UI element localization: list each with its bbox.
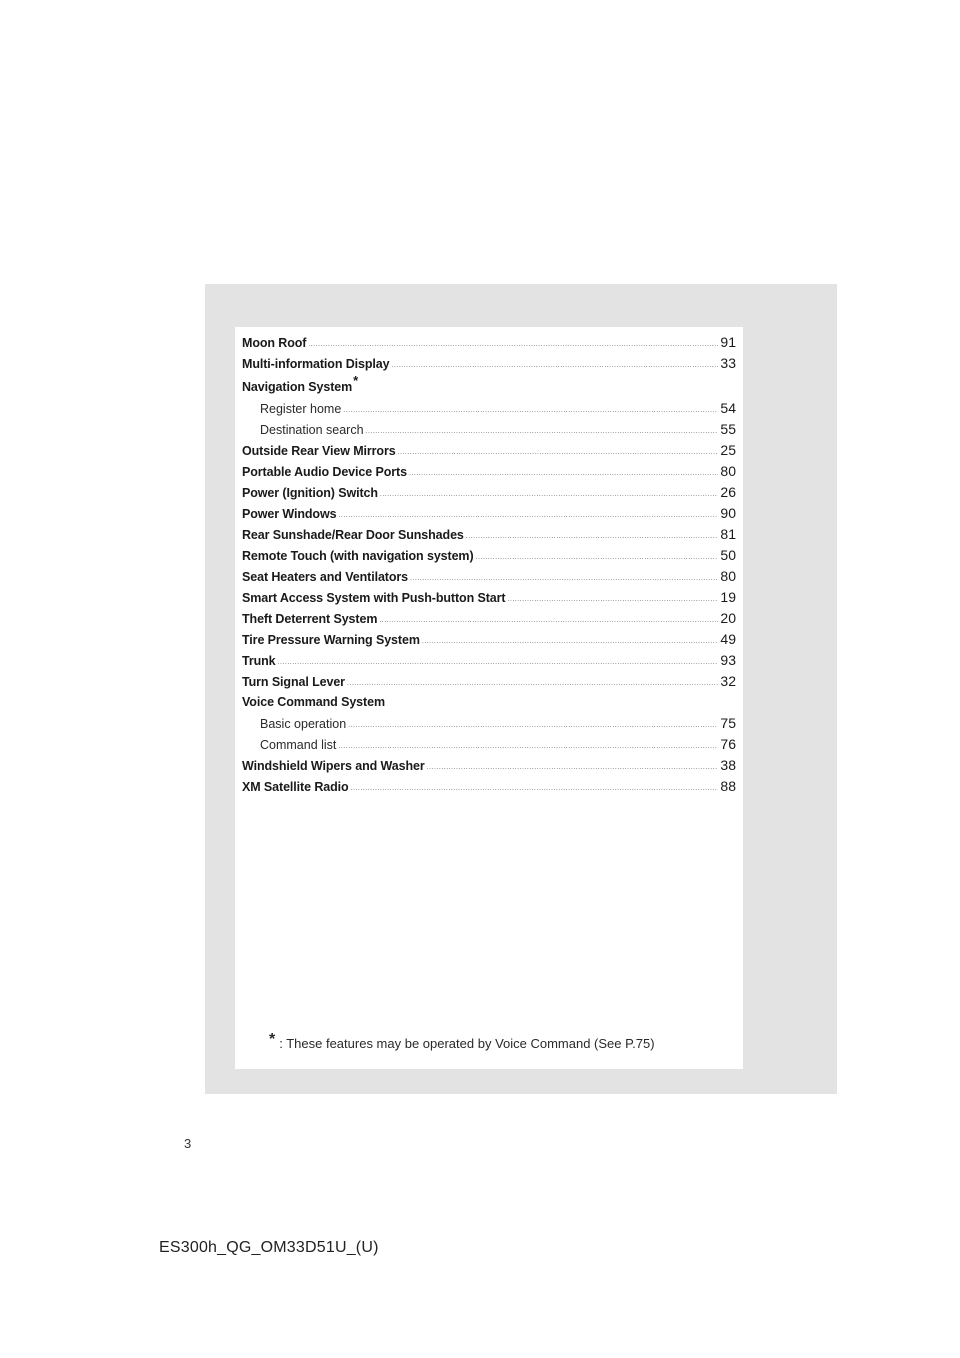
index-entry-label: Smart Access System with Push-button Start: [242, 591, 506, 605]
index-panel-frame: [205, 284, 837, 1094]
index-entry-page: 93: [720, 652, 736, 668]
dot-leader: [348, 715, 718, 736]
index-entry-label: Tire Pressure Warning System: [242, 633, 420, 647]
index-entry-page: 38: [720, 757, 736, 773]
index-entry-label: Multi-information Display: [242, 357, 390, 371]
index-entry-label: XM Satellite Radio: [242, 780, 349, 794]
index-entry-label: Power Windows: [242, 507, 337, 521]
index-entry-page: 54: [720, 400, 736, 416]
dot-leader: [338, 505, 718, 526]
index-entry-page: 90: [720, 505, 736, 521]
footnote-text: : These features may be operated by Voice Command (See P.75): [279, 1036, 655, 1051]
index-subentry: [242, 734, 736, 755]
index-entry: [242, 524, 736, 545]
index-entry-label: Windshield Wipers and Washer: [242, 759, 425, 773]
index-entry-page: 81: [720, 526, 736, 542]
index-subentry: [242, 713, 736, 734]
index-entry: [242, 629, 736, 650]
index-entry-page: 25: [720, 442, 736, 458]
page-number: 3: [184, 1136, 192, 1151]
index-panel: [235, 327, 743, 1069]
index-entry-page: 32: [720, 673, 736, 689]
dot-leader: [392, 355, 719, 376]
dot-leader: [343, 400, 718, 421]
index-entry-label: Destination search: [260, 423, 364, 437]
index-entry-page: 75: [720, 715, 736, 731]
index-entry-page: 80: [720, 568, 736, 584]
index-entry-page: 91: [720, 334, 736, 350]
index-entry-label: Command list: [260, 738, 337, 752]
dot-leader: [507, 589, 718, 610]
index-entry: [242, 650, 736, 671]
index-entry-page: 20: [720, 610, 736, 626]
index-entry-label: Theft Deterrent System: [242, 612, 378, 626]
footnote: [269, 1031, 655, 1053]
index-entry: [242, 482, 736, 503]
index-entry: [242, 440, 736, 461]
dot-leader: [380, 484, 719, 505]
index-entry-label: Portable Audio Device Ports: [242, 465, 407, 479]
index-entry-page: 50: [720, 547, 736, 563]
index-entry-label: Rear Sunshade/Rear Door Sunshades: [242, 528, 464, 542]
index-entry: [242, 545, 736, 566]
index-entry: [242, 587, 736, 608]
index-entry-label: Basic operation: [260, 717, 347, 731]
dot-leader: [476, 547, 719, 568]
index-entry: [242, 374, 736, 398]
index-entry-label: Voice Command System: [242, 695, 385, 709]
dot-leader: [351, 778, 719, 799]
index-entry: [242, 503, 736, 524]
index-entry-label: Power (Ignition) Switch: [242, 486, 378, 500]
dot-leader: [347, 673, 718, 694]
index-entry: [242, 776, 736, 797]
dot-leader: [410, 568, 718, 589]
dot-leader: [379, 610, 718, 631]
index-entry: [242, 671, 736, 692]
index-entry-label: Navigation System: [242, 380, 353, 394]
index-entry: [242, 332, 736, 353]
voice-command-asterisk: *: [353, 373, 359, 388]
index-entry-label: Seat Heaters and Ventilators: [242, 570, 409, 584]
dot-leader: [366, 421, 719, 442]
index-entry-page: 55: [720, 421, 736, 437]
index-entry-page: 26: [720, 484, 736, 500]
index-entry-page: 88: [720, 778, 736, 794]
dot-leader: [398, 442, 719, 463]
dot-leader: [338, 736, 718, 757]
dot-leader: [409, 463, 718, 484]
index-entry-label: Turn Signal Lever: [242, 675, 345, 689]
index-entry-label: Moon Roof: [242, 336, 307, 350]
dot-leader: [278, 652, 719, 673]
index-entry-label: Outside Rear View Mirrors: [242, 444, 396, 458]
index-list: [242, 332, 736, 797]
index-entry: [242, 755, 736, 776]
index-entry: [242, 353, 736, 374]
dot-leader: [466, 526, 719, 547]
index-entry-page: 19: [720, 589, 736, 605]
dot-leader: [427, 757, 719, 778]
index-entry-page: 76: [720, 736, 736, 752]
index-entry-page: 80: [720, 463, 736, 479]
index-entry-page: 49: [720, 631, 736, 647]
index-entry: [242, 608, 736, 629]
index-entry: [242, 566, 736, 587]
index-entry-label: Register home: [260, 402, 342, 416]
index-subentry: [242, 419, 736, 440]
dot-leader: [422, 631, 719, 652]
document-code: ES300h_QG_OM33D51U_(U): [159, 1239, 379, 1256]
index-entry-label: Trunk: [242, 654, 276, 668]
index-subentry: [242, 398, 736, 419]
index-entry: [242, 692, 736, 713]
index-entry: [242, 461, 736, 482]
dot-leader: [308, 334, 718, 355]
index-entry-label: Remote Touch (with navigation system): [242, 549, 474, 563]
footnote-asterisk: *: [269, 1031, 276, 1048]
index-entry-page: 33: [720, 355, 736, 371]
